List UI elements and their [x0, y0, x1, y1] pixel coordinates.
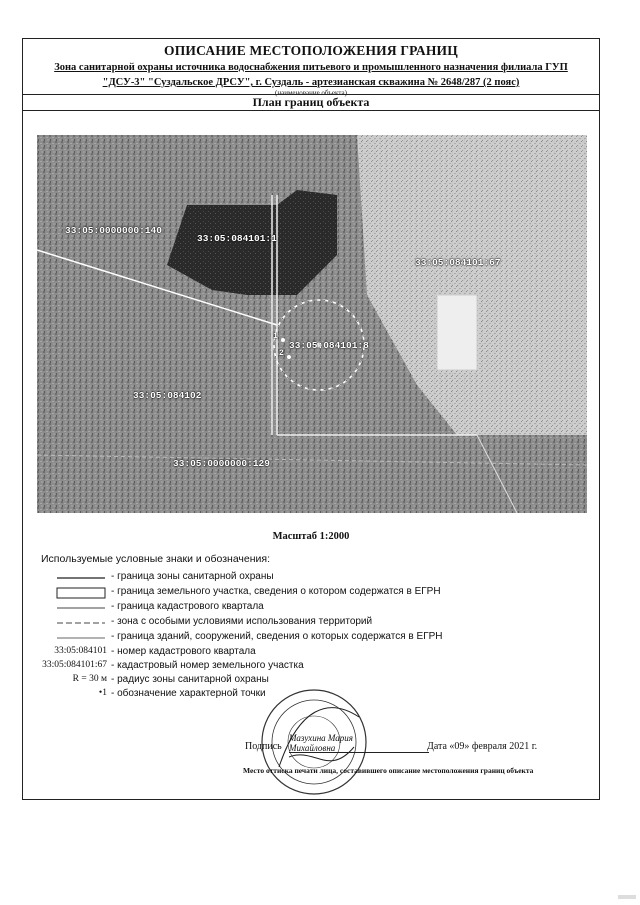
signature-date: Дата «09» февраля 2021 г. [427, 741, 538, 752]
legend-text: - граница земельного участка, сведения о котором содержатся в ЕГРН [111, 586, 441, 597]
plan-title: План границ объекта [252, 95, 370, 109]
cadastral-label: 33:05:084101:67 [415, 257, 501, 268]
legend-text: - номер кадастрового квартала [111, 646, 256, 657]
legend-symbol [27, 601, 107, 615]
legend-symbol [27, 586, 107, 600]
cadastral-label: 33:05:0000000:129 [173, 458, 270, 469]
legend-symbol: 33:05:084101 [54, 646, 107, 656]
legend-text: - зона с особыми условиями использования территорий [111, 616, 373, 627]
document-header [23, 39, 599, 97]
scan-artifact [618, 895, 636, 899]
divider [23, 110, 599, 111]
object-name-line2: "ДСУ-3" "Суздальское ДРСУ", г. Суздаль - артезианская скважина № 2648/287 (2 пояс) [102, 77, 520, 88]
cadastral-label: 33:05:084101:8 [289, 340, 369, 351]
legend-symbol [27, 571, 107, 585]
building-outline [437, 295, 477, 370]
legend-item [27, 571, 587, 585]
legend-text: - радиус зоны санитарной охраны [111, 674, 269, 685]
map-graphics [37, 135, 587, 513]
legend-symbol: R = 30 м [72, 674, 107, 684]
stamp-caption: Место оттиска печати лица, составившего описание местоположения границ объекта [243, 766, 534, 775]
cadastral-label: 33:05:0000000:140 [65, 225, 162, 236]
legend-item [27, 646, 587, 660]
document-frame [22, 38, 600, 800]
signature-name: Мазухина Мария Михайловна [289, 733, 353, 753]
object-name-line1: Зона санитарной охраны источника водоснабжения питьевого и промышленного назначения филиала ГУП [54, 62, 568, 73]
map-scale: Масштаб 1:2000 [272, 531, 350, 542]
point-label: 1 [273, 332, 278, 341]
signature-label: Подпись [245, 741, 282, 752]
legend-item [27, 674, 587, 688]
characteristic-point [281, 338, 285, 342]
legend-item [27, 586, 587, 600]
point-label: 2 [279, 349, 284, 358]
signature-line [289, 752, 429, 753]
legend-item [27, 616, 587, 630]
object-name-caption: (наименование объекта) [275, 89, 347, 97]
legend-item [27, 631, 587, 645]
legend-text: - граница зоны санитарной охраны [111, 571, 274, 582]
cadastral-label: 33:05:084101:1 [197, 233, 277, 244]
legend-symbol: •1 [98, 688, 107, 698]
quarter-label: 33:05:084102 [133, 390, 202, 401]
legend-item [27, 601, 587, 615]
characteristic-point [287, 355, 291, 359]
legend-title: Используемые условные знаки и обозначения: [41, 553, 271, 565]
legend-text: - граница зданий, сооружений, сведения о которых содержатся в ЕГРН [111, 631, 443, 642]
legend-text: - кадастровый номер земельного участка [111, 660, 304, 671]
legend-symbol [27, 631, 107, 645]
legend-symbol: 33:05:084101:67 [42, 660, 107, 670]
legend-text: - граница кадастрового квартала [111, 601, 264, 612]
boundary-plan-map [37, 135, 587, 513]
document-title: ОПИСАНИЕ МЕСТОПОЛОЖЕНИЯ ГРАНИЦ [164, 43, 458, 58]
legend-text: - обозначение характерной точки [111, 688, 266, 699]
legend-symbol [27, 616, 107, 630]
legend-item [27, 660, 587, 674]
